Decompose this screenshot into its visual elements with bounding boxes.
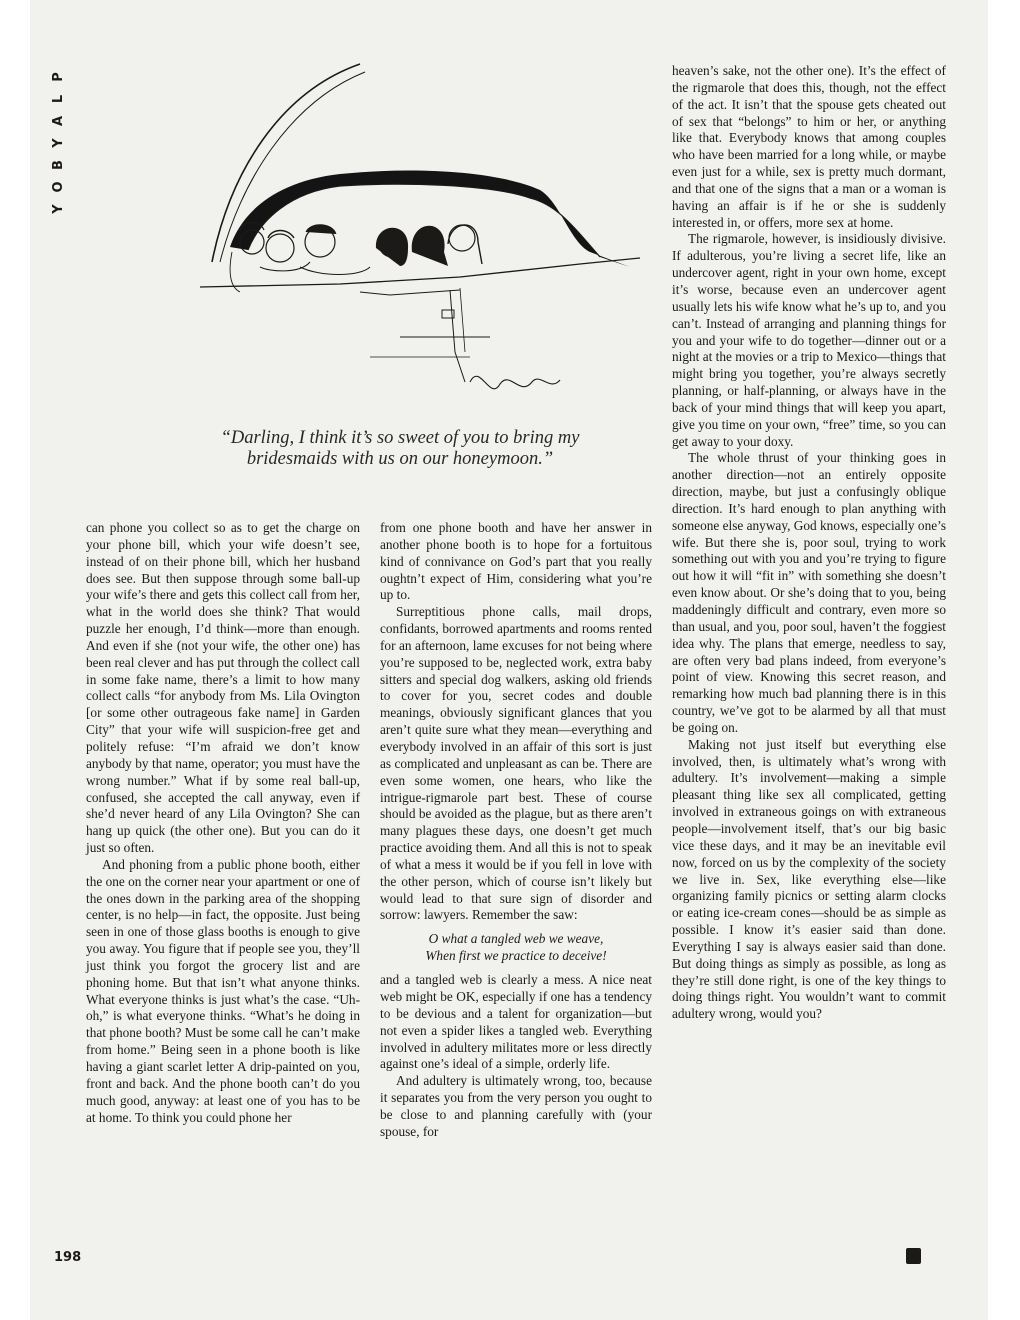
masthead-letter: B xyxy=(51,160,66,170)
text-column-middle xyxy=(380,520,652,1141)
masthead-letter: A xyxy=(51,115,66,127)
paragraph: And phoning from a public phone booth, either the one on the corner near your apartment or one of the ones down in the parking area of the shopping center, is no help—in fact, the opposite. Just being seen in one of those glass booths is enough to give you away. You figure that if people see you, they’ll just think you forgot the grocery list and are phoning home. But that isn’t what anyone thinks. What everyone thinks is just what’s the case. “Uh-oh,” is what everyone thinks. “What’s he doing in that phone booth? Must be some call he can’t make from home.” Being seen in a phone booth is like having a giant scarlet letter A drip-painted on you, front and back. And the phone booth can’t do you much good, anyway: at least one of you has to be at home. To think you could phone her xyxy=(86,856,360,1125)
paragraph: The rigmarole, however, is insidiously divisive. If adulterous, you’re living a secret life, like an undercover agent, right in your own home, except it’s worse, because even an undercover agent usually lets his wife know what he’s up to, and you can’t. Instead of arranging and planning things for you and your wife to do together—dinner out or a night at the movies or a trip to Mexico—things that might bring you together, you’re always secretly planning, or half-planning, or always have in the back of your mind things that will keep you apart, give you time on your own, “free” time, so you can get away to your doxy. xyxy=(672,231,946,449)
verse-quote xyxy=(380,930,652,964)
text-column-right xyxy=(672,63,946,1023)
masthead-letter: P xyxy=(51,72,66,82)
paragraph: Making not just itself but everything else involved, then, is ultimately what’s wrong with adultery. It’s involvement—making a simple pleasant thing like sex all complicated, getting involved in extraneous goings on with extraneous people—involvement itself, that’s our big basic vice these days, and it may be an inevitable evil now, forced on us by the complexity of the society we live in. Sex, like everything else—like organizing family picnics or setting alarm clocks or eating ice-cream cones—should be as simple as possible. I know it’s easier said than done. Everything I say is always easier said than done. But doing things as simply as possible, as long as they’re still done right, is one of the key things to doing things right. You wouldn’t want to commit adultery wrong, would you? xyxy=(672,736,946,1022)
caption-line: “Darling, I think it’s so sweet of you to bring my xyxy=(220,428,580,448)
cartoon-illustration xyxy=(160,52,660,422)
paragraph: and a tangled web is clearly a mess. A nice neat web might be OK, especially if one has a tendency to be devious and a talent for organization—but not even a spider likes a tangled web. Everything involved in adultery militates more or less directly against one’s ideal of a simple, orderly life. xyxy=(380,972,652,1072)
masthead-vertical xyxy=(50,66,68,216)
page-number: 198 xyxy=(54,1250,82,1265)
cartoon-signature: Lifurdrijru xyxy=(478,403,522,413)
bunny-end-mark-icon xyxy=(906,1248,921,1264)
paragraph: Surreptitious phone calls, mail drops, confidants, borrowed apartments and rooms rented for an afternoon, lame excuses for not being where you’re supposed to be, neglected work, extra baby sitters and special dog walkers, asking old friends to cover for you, secret codes and double meanings, obviously significant glances that you aren’t quite sure what they mean—everything and everybody involved in an affair of this sort is just as complicated and unpleasant as can be. There are even some women, one hears, who like the intrigue-rigmarole part best. These of course should be avoided as the plague, but as there aren’t many plagues these days, one doesn’t get much practice avoiding them. And all this is not to speak of what a mess it would be if you fell in love with the other person, which of course isn’t likely but would lead to that sure sign of disorder and sorrow: lawyers. Remember the saw: xyxy=(380,604,652,923)
masthead-letter: L xyxy=(51,94,66,104)
paragraph: from one phone booth and have her answer in another phone booth is to hope for a fortuitous kind of connivance on God’s part that you really oughtn’t expect of Him, considering what you’re up to. xyxy=(380,520,652,603)
masthead-letter: O xyxy=(51,181,66,193)
verse-line: When first we practice to deceive! xyxy=(425,948,607,964)
cartoon-caption xyxy=(150,428,650,470)
verse-line: O what a tangled web we weave, xyxy=(428,931,604,947)
paragraph: can phone you collect so as to get the charge on your phone bill, which your wife doesn’t see, instead of on their phone bill, which her husband does see. But then suppose through some ball-up your wife’s there and gets this collect call from her, what in the world does she think? That would puzzle her enough, I’d think—more than enough. And even if she (not your wife, the other one) has been real clever and has put through the collect call in some fake name, there’s a limit to how many collect calls “for anybody from Ms. Lila Ovington [or some other outrageous fake name] in Garden City” that your wife will suspicion-free get and politely refuse: “I’m afraid we don’t know anybody by that name, operator; you must have the wrong number.” What if by some real ball-up, confused, she accepted the call anyway, even if she’d never heard of any Lila Ovington? She can hang up quick (the other one). But you can do it just so often. xyxy=(86,520,360,856)
text-column-left xyxy=(86,520,360,1126)
paragraph: And adultery is ultimately wrong, too, because it separates you from the very person you ought to be close to and planning carefully with (your spouse, for xyxy=(380,1073,652,1139)
paragraph: The whole thrust of your thinking goes in another direction—not an entirely opposite direction, maybe, but just a confusingly oblique direction. It’s hard enough to plan anything with someone else anyway, God knows, especially one’s wife. But there she is, poor soul, trying to work something out with you and you’re trying to figure out how it will “fit in” with something she doesn’t even know about. Or she’s doing that to you, being maddeningly difficult and contrary, even more so than usual, and you, poor soul, haven’t the foggiest idea why. The plans that emerge, needless to say, are often very bad plans indeed, from everyone’s point of view. Knowing this secret reason, and remarking how much bad planning there is in this country, we’ve got to be alarmed by all that must be going on. xyxy=(672,450,946,735)
paragraph: heaven’s sake, not the other one). It’s the effect of the rigmarole that does this, though, not the effect of the act. It isn’t that the spouse gets cheated out of sex that “belongs” to him or her, or anything like that. Everybody knows that among couples who have been married for a long while, or maybe even just for a while, sex is pretty much dormant, and that one of the signs that a man or a woman is having an affair is if he or she is suddenly interested in, or offers, more sex at home. xyxy=(672,63,946,230)
masthead-letter: Y xyxy=(51,204,66,214)
masthead-letter: Y xyxy=(51,138,66,148)
caption-line: bridesmaids with us on our honeymoon.” xyxy=(246,449,554,469)
